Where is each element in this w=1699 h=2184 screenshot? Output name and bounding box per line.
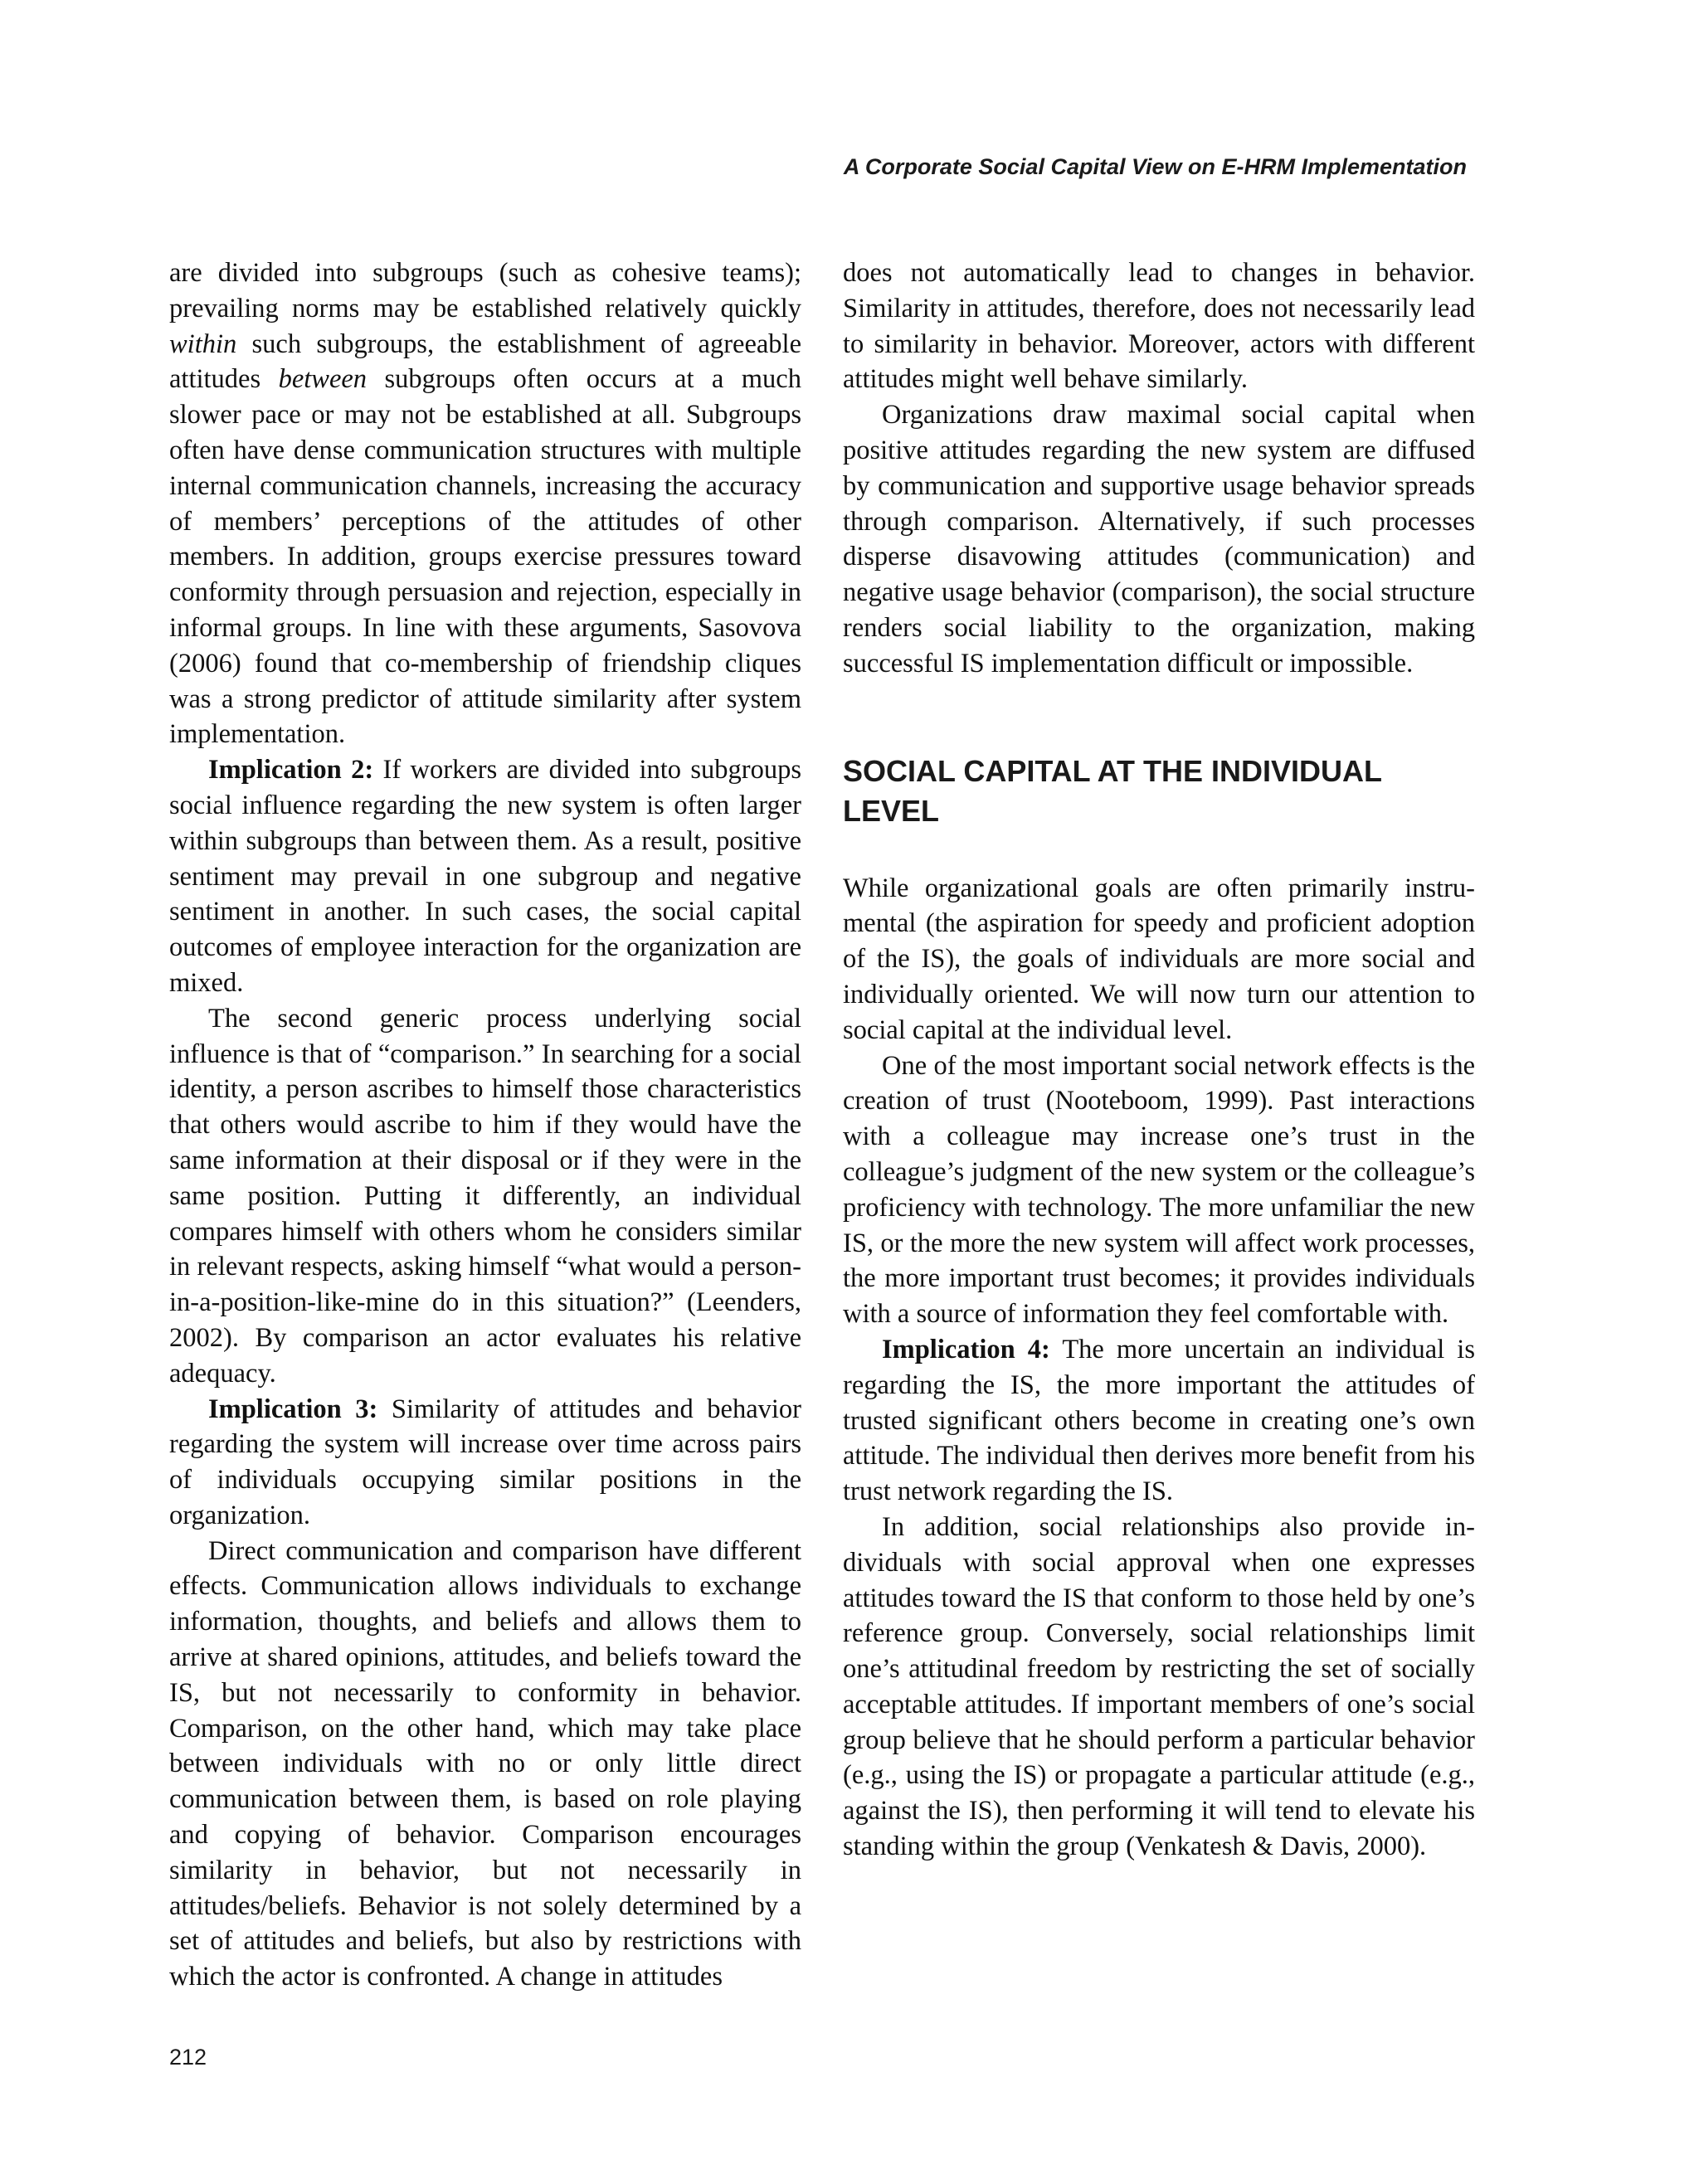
implication-4 <box>843 1332 1475 1510</box>
running-title: A Corporate Social Capital View on E-HRM Implementation <box>843 154 1467 179</box>
paragraph: One of the most important social network effects is the creation of trust (Nooteboom, 1999). Past interactions with a colleague may increase one’s trust in the colleague’s judgment of the new system or the colleague’s proficiency with technology. The more unfamiliar the new IS, or the more the new system will affect work processes, the more important trust becomes; it provides individuals with a source of information they feel comfortable with. <box>843 1050 1475 1330</box>
paragraph-text: subgroups often occurs at a much slower pace or may not be established at all. Subgroups often have dense communication structures with multiple internal communication channels, increasing the accuracy of members’ perceptions of the attitudes of other members. In addition, groups exercise pressures toward conformity through persuasion and rejection, especially in informal groups. In line with these arguments, Sasovova (2006) found that co-membership of friendship cliques was a strong predictor of attitude similarity after system implementation. <box>169 364 801 750</box>
paragraph: Direct communication and comparison have different effects. Communication allows individuals to exchange information, thoughts, and beliefs and allows them to arrive at shared opinions, attitudes, and beliefs toward the IS, but not necessarily to conformity in behavior. Comparison, on the other hand, which may take place between individuals with no or only little direct communication between them, is based on role playing and copying of behavior. Comparison encourages similarity in behavior, but not necessarily in attitudes/beliefs. Behavior is not solely determined by a set of attitudes and beliefs, but also by restrictions with which the actor is confronted. A change in attitudes <box>169 1535 801 1992</box>
right-column <box>843 255 1475 1865</box>
paragraph: While organizational goals are often primarily instrumental (the aspiration for speedy and proficient adoption of the IS), the goals of individuals are more social and individually oriented. We will now turn our attention to social capital at the individual level. <box>843 873 1475 1045</box>
paragraph: The second generic process underlying social influence is that of “comparison.” In searching for a social identity, a person ascribes to himself those characteristics that others would ascribe to him if they would have the same information at their disposal or if they were in the same position. Putting it differently, an individual compares himself with others whom he considers similar in relevant respects, asking himself “what would a person-in-a-position-like-mine do in this situation?” (Leenders, 2002). By comparison an actor evaluates his relative adequacy. <box>169 1003 801 1389</box>
emphasis-within: within <box>169 328 237 359</box>
implication-3 <box>169 1392 801 1534</box>
paragraph: In addition, social relationships also provide individuals with social approval when one expresses attitudes toward the IS that conform to those held by one’s reference group. Conversely, social relationships limit one’s attitudinal freedom by restricting the set of socially acceptable attitudes. If important members of one’s social group believe that he should perform a particular behavior (e.g., using the IS) or propagate a particular attitude (e.g., against the IS), then performing it will tend to elevate his standing within the group (Venkatesh & Davis, 2000). <box>843 1511 1475 1862</box>
implication-text: Similarity of attitudes and behavior regarding the system will increase over time across pairs of individuals occupying similar positions in the organization. <box>169 1394 802 1530</box>
left-column <box>169 255 801 1995</box>
paragraph <box>169 255 801 752</box>
paragraph-text: such subgroups, the establishment of agreeable attitudes <box>169 328 801 395</box>
emphasis-between: between <box>278 364 368 395</box>
implication-label: Implication 2: <box>208 755 374 786</box>
implication-label: Implication 3: <box>208 1394 378 1424</box>
paragraph: does not automatically lead to changes in behavior. Similarity in attitudes, therefore, does not necessarily lead to similarity in behavior. Moreover, actors with different attitudes might well behave similarly. <box>843 258 1475 395</box>
implication-2 <box>169 752 801 1001</box>
implication-label: Implication 4: <box>882 1334 1050 1364</box>
page-number: 212 <box>169 2045 207 2070</box>
implication-text: The more uncertain an individual is regarding the IS, the more important the attitudes of trusted significant others become in creating one’s own attitude. The individual then derives more benefit from his trust network regarding the IS. <box>843 1334 1475 1507</box>
paragraph-text: are divided into subgroups (such as cohesive teams); prevailing norms may be established relatively quickly <box>169 258 801 323</box>
section-heading: SOCIAL CAPITAL AT THE INDIVIDUAL LEVEL <box>843 753 1382 828</box>
implication-text: If workers are divided into subgroups social influence regarding the new system is often larger within subgroups than between them. As a result, positive sentiment may prevail in one subgroup and negative sentiment in another. In such cases, the social capital outcomes of employee interaction for the organization are mixed. <box>169 755 802 998</box>
paragraph: Organizations draw maximal social capital when positive attitudes regarding the new system are diffused by communication and supportive usage behavior spreads through comparison. Alternatively, if such processes disperse disavowing attitudes (communication) and negative usage behavior (comparison), the social structure renders social liability to the organization, making successful IS implementation difficult or impossible. <box>843 400 1475 679</box>
